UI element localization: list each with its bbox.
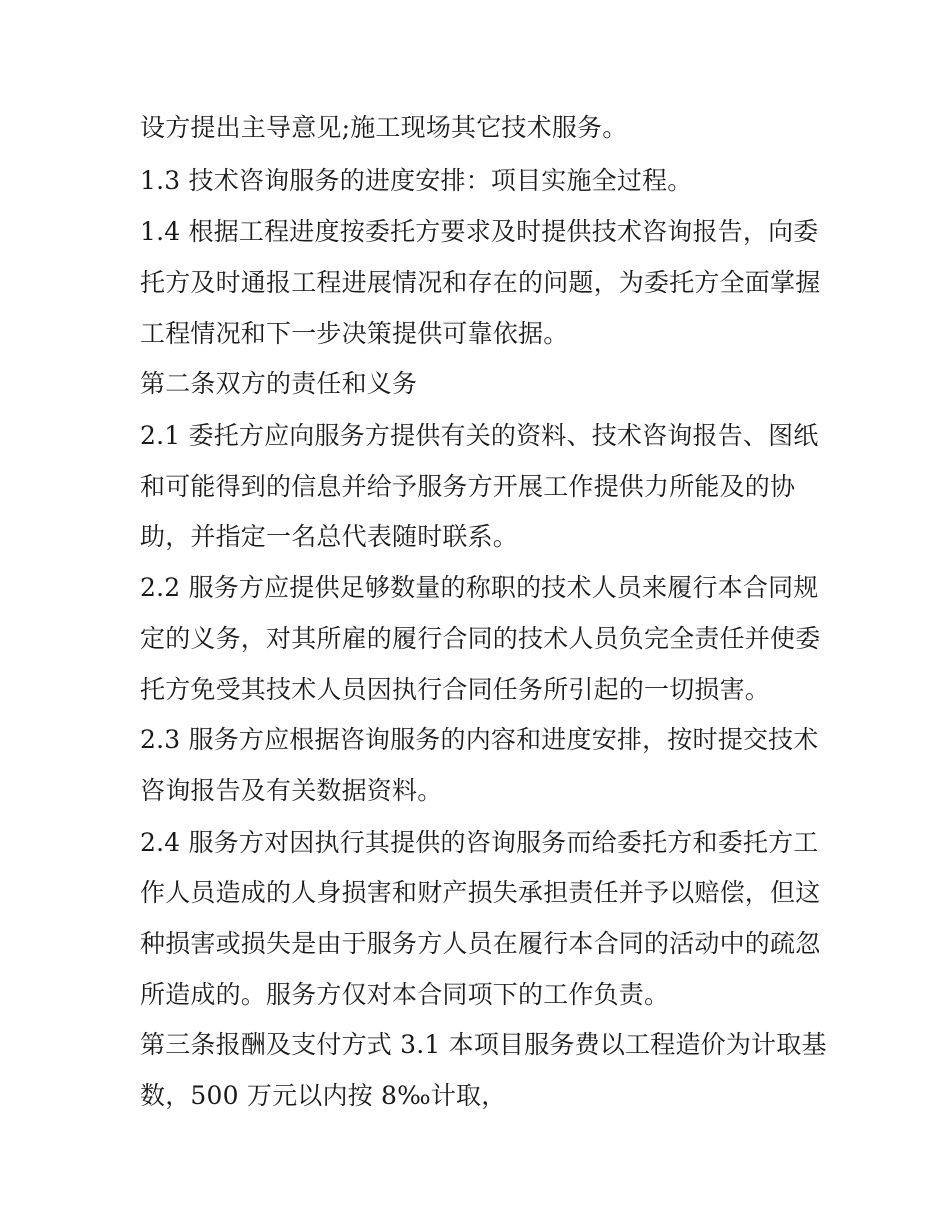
text-line: 定的义务，对其所雇的履行合同的技术人员负完全责任并使委 xyxy=(140,624,821,653)
text-line: 设方提出主导意见;施工现场其它技术服务。 xyxy=(140,113,628,142)
text-line: 作人员造成的人身损害和财产损失承担责任并予以赔偿，但这 xyxy=(140,878,821,907)
text-line: 2.1 委托方应向服务方提供有关的资料、技术咨询报告、图纸 xyxy=(140,421,819,450)
text-line: 种损害或损失是由于服务方人员在履行本合同的活动中的疏忽 xyxy=(140,929,821,958)
text-line: 2.3 服务方应根据咨询服务的内容和进度安排，按时提交技术 xyxy=(140,725,819,754)
section-heading: 第二条双方的责任和义务 xyxy=(140,369,418,398)
text-line: 所造成的。服务方仅对本合同项下的工作负责。 xyxy=(140,980,670,1009)
text-line: 2.2 服务方应提供足够数量的称职的技术人员来履行本合同规 xyxy=(140,573,819,602)
text-line: 工程情况和下一步决策提供可靠依据。 xyxy=(140,319,569,348)
text-line: 1.3 技术咨询服务的进度安排：项目实施全过程。 xyxy=(140,166,693,195)
text-line: 咨询报告及有关数据资料。 xyxy=(140,776,443,805)
text-line: 数，500 万元以内按 8‰计取， xyxy=(140,1081,507,1110)
text-line: 托方及时通报工程进展情况和存在的问题，为委托方全面掌握 xyxy=(140,268,821,297)
text-line: 托方免受其技术人员因执行合同任务所引起的一切损害。 xyxy=(140,675,771,704)
text-line: 助，并指定一名总代表随时联系。 xyxy=(140,522,519,551)
text-line: 2.4 服务方对因执行其提供的咨询服务而给委托方和委托方工 xyxy=(140,828,819,857)
text-line: 1.4 根据工程进度按委托方要求及时提供技术咨询报告，向委 xyxy=(140,217,819,246)
text-line: 和可能得到的信息并给予服务方开展工作提供力所能及的协 xyxy=(140,472,796,501)
section-heading: 第三条报酬及支付方式 3.1 本项目服务费以工程造价为计取基 xyxy=(140,1030,827,1059)
